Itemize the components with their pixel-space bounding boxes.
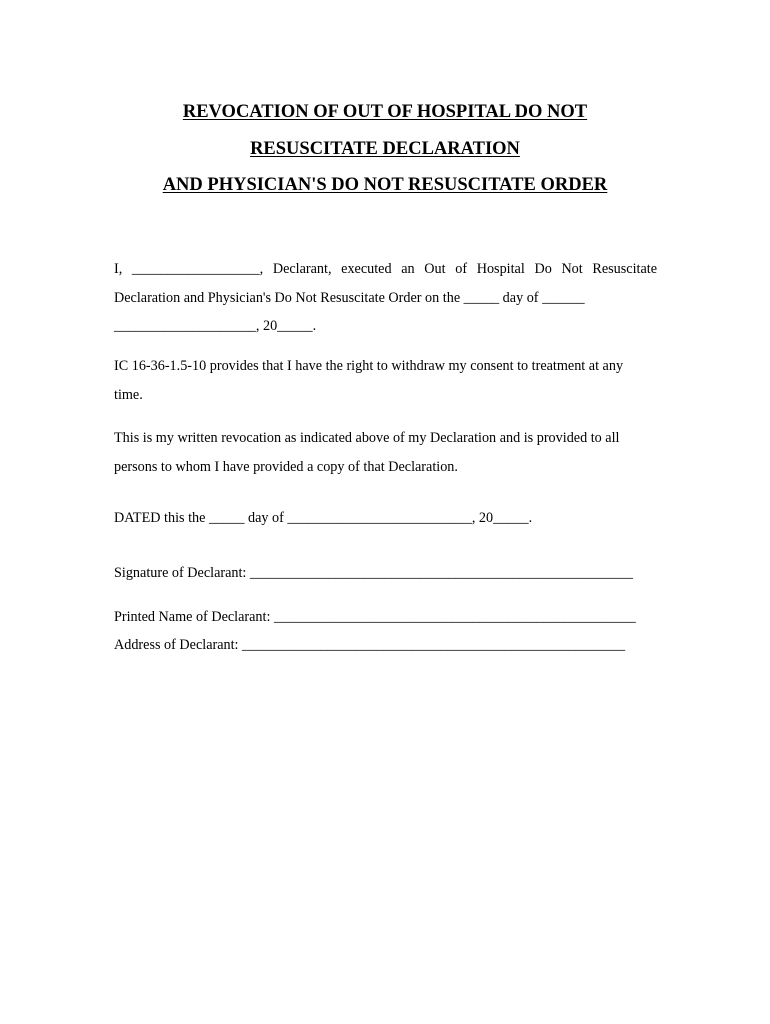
dated-line: DATED this the _____ day of __________________________, 20_____. — [114, 510, 533, 526]
title-line-3: AND PHYSICIAN'S DO NOT RESUSCITATE ORDER — [162, 175, 608, 195]
address-field: Address of Declarant: ______________________________________________________ — [114, 637, 626, 653]
declaration-line-1: I, __________________, Declarant, executed an Out of Hospital Do Not Resuscitate — [114, 261, 657, 277]
revocation-line-2: persons to whom I have provided a copy of that Declaration. — [114, 458, 458, 475]
statute-line-2: time. — [114, 386, 143, 403]
document-title — [0, 94, 770, 204]
statute-paragraph — [114, 352, 657, 409]
title-line-2: RESUSCITATE DECLARATION — [250, 138, 520, 159]
declarant-info-block — [114, 603, 657, 659]
title-line-1: REVOCATION OF OUT OF HOSPITAL DO NOT — [182, 102, 588, 122]
declaration-line-2: Declaration and Physician's Do Not Resuscitate Order on the _____ day of ______ — [114, 289, 585, 306]
declaration-line-3: ____________________, 20_____. — [114, 318, 317, 334]
declaration-paragraph — [114, 255, 657, 341]
statute-line-1: IC 16-36-1.5-10 provides that I have the right to withdraw my consent to treatment at any — [114, 358, 624, 374]
revocation-paragraph — [114, 424, 657, 481]
printed-name-field: Printed Name of Declarant: ___________________________________________________ — [114, 609, 636, 625]
signature-field: Signature of Declarant: ______________________________________________________ — [114, 565, 633, 581]
revocation-line-1: This is my written revocation as indicated above of my Declaration and is provided to all — [114, 430, 620, 446]
